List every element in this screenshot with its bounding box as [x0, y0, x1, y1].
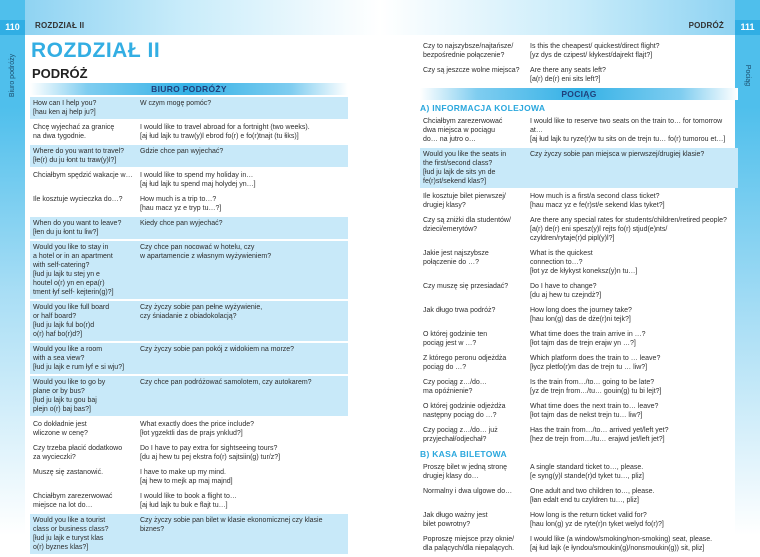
phrase-line: [aj łud lajk (e łyndou/smoukin(g)/nonsmoukin(g)) sit, pliz]: [530, 545, 705, 552]
phrase-line: [hau ken aj help ju?]: [33, 109, 96, 116]
phrase-line: Which platform does the train to … leave?: [530, 355, 661, 362]
phrase-line: Czy chce pan podróżować samolotem, czy autokarem?: [140, 379, 312, 386]
phrase-line: Czy to najszybsze/najtańsze/: [423, 43, 514, 50]
phrase-line: [łud ju lajk tu gou baj: [33, 397, 97, 404]
phrase-line: drugiej klasy do…: [423, 473, 479, 480]
phrase-line: [yz de trejn from…/tu… gouin(g) tu bi lejt?]: [530, 388, 662, 395]
phrase-line: drugiej klasy?: [423, 202, 466, 209]
phrase-row: [30, 145, 348, 167]
phrase-line: O której godzinie ten: [423, 331, 488, 338]
phrase-line: Czy pociąg z…/do…: [423, 379, 487, 386]
phrase-line: with a sea view?: [33, 355, 85, 362]
phrase-line: Chciałbym spędzić wakacje w…: [33, 172, 133, 179]
phrase-line: [aj łud lajk tu spend maj holydej yn…]: [140, 181, 256, 188]
phrase-translation: [140, 420, 346, 438]
phrase-line: tment łyf self- kejterin(g)?]: [33, 289, 114, 296]
phrase-line: [łud ju lajk e turyst klas: [33, 535, 104, 542]
phrase-line: [łot ygzektli das de prajs ynklud?]: [140, 430, 243, 437]
phrase-line: What time does the train arrive in …?: [530, 331, 646, 338]
phrase-line: Ile kosztuje wycieczka do…?: [33, 196, 123, 203]
phrase-line: czyldren/rytaje(r)d pipl(y)l?]: [530, 235, 615, 242]
phrase-translation: [530, 511, 736, 529]
phrase-source: [33, 195, 140, 213]
phrase-line: class or business class?: [33, 526, 109, 533]
phrase-line: Are there any seats left?: [530, 67, 606, 74]
side-tab-label: Biuro podróży: [9, 53, 17, 97]
phrase-row: [30, 343, 348, 374]
phrase-row: [420, 214, 738, 245]
phrase-translation: [140, 345, 346, 372]
phrase-line: How can I help you?: [33, 100, 97, 107]
phrase-line: Do I have to pay extra for sightseeing tours?: [140, 445, 278, 452]
phrase-line: pociąg jest w …?: [423, 340, 477, 347]
phrase-line: [aj hew to mejk ap maj majnd]: [140, 478, 233, 485]
phrase-line: do… na jutro o…: [423, 136, 476, 143]
phrase-line: I would like to travel abroad for a fortnight (two weeks).: [140, 124, 310, 131]
phrase-source: [33, 147, 140, 165]
phrase-line: [łud ju lajk de sits yn de: [423, 169, 496, 176]
phrase-translation: [530, 402, 736, 420]
phrase-line: Would you like to go by: [33, 379, 106, 386]
phrase-row: [30, 466, 348, 488]
phrase-translation: [530, 487, 736, 505]
phrase-line: Chciałbym zarezerwować: [33, 493, 113, 500]
phrase-line: Is the train from…/to… going to be late?: [530, 379, 655, 386]
phrase-line: Jakie jest najszybsze: [423, 250, 489, 257]
phrase-source: [423, 249, 530, 276]
phrase-translation: [140, 219, 346, 237]
phrase-line: Czy muszę się przesiadać?: [423, 283, 509, 290]
phrase-row: [30, 193, 348, 215]
phrase-row: [30, 418, 348, 440]
subsection-heading-a: A) INFORMACJA KOLEJOWA: [420, 103, 546, 113]
phrase-translation: [530, 378, 736, 396]
phrase-line: Czy trzeba płacić dodatkowo: [33, 445, 123, 452]
phrase-row: [420, 280, 738, 302]
section-header: BIURO PODRÓŻY: [30, 83, 348, 95]
phrase-line: What is the quickest: [530, 250, 593, 257]
phrase-row: [420, 115, 738, 146]
phrase-line: [hau macz yz e fe(r)st/e sekend klas tyket?]: [530, 202, 665, 209]
phrase-line: Czy są jeszcze wolne miejsca?: [423, 67, 520, 74]
phrase-line: Czy życzy sobie pan pokój z widokiem na morze?: [140, 346, 295, 353]
phrase-translation: [140, 468, 346, 486]
phrase-row: [420, 376, 738, 398]
phrase-line: I would like to book a flight to…: [140, 493, 237, 500]
phrase-translation: [530, 426, 736, 444]
phrase-row: [420, 304, 738, 326]
phrase-translation: [530, 117, 736, 144]
phrase-source: [33, 492, 140, 510]
phrase-source: [423, 402, 530, 420]
phrase-rows-top: [420, 40, 738, 86]
phrase-line: Normalny i dwa ulgowe do…: [423, 488, 513, 495]
left-page: [0, 0, 380, 551]
phrase-source: [423, 354, 530, 372]
phrase-line: the first/second class?: [423, 160, 493, 167]
phrase-source: [423, 511, 530, 529]
phrase-rows-b: [420, 461, 738, 555]
phrase-source: [423, 216, 530, 243]
phrase-line: [a(r) de(r) eni sits left?]: [530, 76, 601, 83]
phrase-row: [420, 40, 738, 62]
phrase-line: przyjechał/odjechał?: [423, 436, 487, 443]
phrase-line: Czy chce pan nocować w hotelu, czy: [140, 244, 255, 251]
phrase-line: Proszę bilet w jedną stronę: [423, 464, 508, 471]
page-number: 110: [0, 20, 25, 35]
phrase-source: [423, 330, 530, 348]
phrase-line: with self-catering?: [33, 262, 90, 269]
phrase-line: plane or by bus?: [33, 388, 85, 395]
phrase-line: O której godzinie odjeżdża: [423, 403, 506, 410]
phrase-line: When do you want to leave?: [33, 220, 122, 227]
phrase-line: [łud ju lajk ful bo(r)d: [33, 322, 95, 329]
phrase-line: I have to make up my mind.: [140, 469, 226, 476]
phrase-translation: [140, 99, 346, 117]
phrase-line: fe(r)st/sekend klas?]: [423, 178, 487, 185]
phrase-line: [a(r) de(r) eni spesz(y)l rejts fo(r) stjud(e)nts/: [530, 226, 668, 233]
phrase-row: [420, 533, 738, 555]
page-number: 111: [735, 20, 760, 35]
phrase-line: Would you like to stay in: [33, 244, 109, 251]
phrase-row: [420, 64, 738, 86]
chapter-subtitle: PODRÓŻ: [32, 66, 88, 81]
phrase-line: Z którego peronu odjeżdża: [423, 355, 507, 362]
phrase-translation: [140, 195, 346, 213]
phrase-source: [423, 66, 530, 84]
phrase-line: [łycz pletfo(r)m das de trejn tu … liw?]: [530, 364, 648, 371]
phrase-translation: [530, 282, 736, 300]
phrase-source: [33, 444, 140, 462]
phrase-source: [33, 378, 140, 414]
phrase-line: Chcę wyjechać za granicę: [33, 124, 115, 131]
phrase-line: One adult and two children to…, please.: [530, 488, 655, 495]
phrase-row: [30, 514, 348, 554]
phrase-line: [aj łud lajk tu traw(y)l ebrod fo(r) e fo(r)tnajt (tu łiks)]: [140, 133, 299, 140]
phrase-source: [423, 282, 530, 300]
phrase-line: ma opóźnienie?: [423, 388, 473, 395]
phrase-line: dla palących/dla niepalących.: [423, 545, 515, 552]
phrase-source: [423, 426, 530, 444]
phrase-line: Chciałbym zarezerwować: [423, 118, 503, 125]
phrase-source: [33, 420, 140, 438]
phrase-translation: [140, 516, 346, 552]
phrase-line: Would you like full board: [33, 304, 110, 311]
phrase-source: [423, 535, 530, 553]
phrase-line: Where do you want to travel?: [33, 148, 125, 155]
phrase-source: [33, 123, 140, 141]
phrase-row: [30, 301, 348, 341]
phrase-line: How much is a first/a second class ticket?: [530, 193, 660, 200]
phrase-line: plejn o(r) baj bas?]: [33, 406, 91, 413]
phrase-line: pociąg do …?: [423, 364, 467, 371]
phrase-line: a hotel or in an apartment: [33, 253, 113, 260]
phrase-line: [łud ju lajk tu stej yn e: [33, 271, 100, 278]
right-page: [380, 0, 760, 552]
phrase-line: I would like (a window/smoking/non-smoking) seat, please.: [530, 536, 713, 543]
phrase-translation: [530, 249, 736, 276]
phrase-row: [30, 376, 348, 416]
phrase-line: [aj łud lajk tu buk e flajt tu…]: [140, 502, 228, 509]
phrase-line: w apartamencie z własnym wyżywieniem?: [140, 253, 272, 260]
phrase-source: [423, 117, 530, 144]
phrase-line: W czym mogę pomóc?: [140, 100, 212, 107]
phrase-row: [420, 148, 738, 188]
phrase-translation: [530, 216, 736, 243]
phrase-line: Would you like a tourist: [33, 517, 106, 524]
phrase-line: [hau lon(g) das de dże(r)ni tejk?]: [530, 316, 631, 323]
phrase-line: [e syng(y)l stande(r)d tyket tu…, pliz]: [530, 473, 644, 480]
phrase-translation: [530, 66, 736, 84]
subsection-heading-b: B) KASA BILETOWA: [420, 449, 507, 459]
phrase-translation: [140, 378, 346, 414]
phrase-row: [420, 247, 738, 278]
phrase-line: Czy życzy sobie pan bilet w klasie ekonomicznej czy klasie biznes?: [140, 517, 323, 533]
phrase-line: Czy życzy sobie pan miejsca w pierwszej/drugiej klasie?: [530, 151, 705, 158]
phrase-line: [łe(r) du ju łont tu traw(y)l?]: [33, 157, 117, 164]
phrase-line: How long is the return ticket valid for?: [530, 512, 647, 519]
phrase-source: [33, 243, 140, 297]
phrase-line: or half board?: [33, 313, 77, 320]
phrase-row: [30, 490, 348, 512]
phrase-translation: [140, 123, 346, 141]
phrase-line: wliczone w cenę?: [33, 430, 88, 437]
phrase-source: [33, 171, 140, 189]
phrase-line: Muszę się zastanowić.: [33, 469, 104, 476]
phrase-source: [33, 219, 140, 237]
phrase-translation: [530, 354, 736, 372]
phrase-line: [łud ju lajk e rum łyf e si wju?]: [33, 364, 125, 371]
phrase-line: Would you like a room: [33, 346, 103, 353]
phrase-row: [420, 461, 738, 483]
phrase-line: [łot tajm das de trejn erajw yn …?]: [530, 340, 636, 347]
phrase-line: Jak długo ważny jest: [423, 512, 488, 519]
phrase-line: Poproszę miejsce przy oknie/: [423, 536, 515, 543]
phrase-line: How much is a trip to…?: [140, 196, 217, 203]
phrase-source: [423, 42, 530, 60]
phrase-translation: [530, 192, 736, 210]
phrase-line: A single standard ticket to…, please.: [530, 464, 644, 471]
phrase-translation: [530, 463, 736, 481]
phrase-line: Czy pociąg z…/do… już: [423, 427, 498, 434]
phrase-table-left: [30, 83, 348, 556]
phrase-line: What time does the next train to… leave?: [530, 403, 659, 410]
phrase-line: połączenie do …?: [423, 259, 480, 266]
phrase-line: czy śniadanie z obiadokolacją?: [140, 313, 237, 320]
phrase-line: [hau macz yz e tryp tu…?]: [140, 205, 222, 212]
phrase-line: bilet powrotny?: [423, 521, 471, 528]
phrase-line: [łot tajm das de nekst trejn tu… liw?]: [530, 412, 643, 419]
phrase-row: [420, 400, 738, 422]
phrase-translation: [530, 42, 736, 60]
phrase-rows: [30, 97, 348, 554]
phrase-source: [423, 306, 530, 324]
phrase-translation: [530, 535, 736, 553]
top-band: [380, 0, 735, 35]
phrase-translation: [530, 306, 736, 324]
phrase-line: [łan edalt end tu czyldren tu…, pliz]: [530, 497, 639, 504]
phrase-row: [30, 121, 348, 143]
phrase-line: [aj łud lajk tu ryze(r)w tu sits on de trejn tu… fo(r) tumorou et…]: [530, 136, 726, 143]
phrase-line: How long does the journey take?: [530, 307, 632, 314]
phrase-line: Are there any special rates for students/children/retired people?: [530, 217, 727, 224]
phrase-row: [420, 424, 738, 446]
phrase-translation: [140, 243, 346, 297]
phrase-row: [30, 217, 348, 239]
phrase-line: Do I have to change?: [530, 283, 597, 290]
phrase-line: Kiedy chce pan wyjechać?: [140, 220, 223, 227]
chapter-title: ROZDZIAŁ II: [31, 39, 161, 62]
phrase-line: houtel o(r) yn en epa(r): [33, 280, 105, 287]
phrase-line: Is this the cheapest/ quickest/direct flight?: [530, 43, 660, 50]
phrase-translation: [140, 444, 346, 462]
phrase-line: I would like to reserve two seats on the train to… for tomorrow at…: [530, 118, 723, 134]
phrase-line: na dwa tygodnie.: [33, 133, 86, 140]
phrase-source: [33, 345, 140, 372]
phrase-line: [hez de trejn from…/tu… erajwd jet/left jet?]: [530, 436, 665, 443]
phrase-translation: [140, 303, 346, 339]
phrase-line: Czy są zniżki dla studentów/: [423, 217, 511, 224]
phrase-line: dwa miejsca w pociągu: [423, 127, 495, 134]
phrase-source: [33, 468, 140, 486]
phrase-line: Gdzie chce pan wyjechać?: [140, 148, 224, 155]
phrase-line: Ile kosztuje bilet pierwszej/: [423, 193, 506, 200]
phrase-source: [423, 378, 530, 396]
side-tab-label: Pociąg: [744, 64, 751, 86]
running-head: PODRÓŻ: [688, 21, 724, 30]
phrase-line: [łen du ju łont tu liw?]: [33, 229, 99, 236]
phrase-translation: [530, 150, 736, 186]
side-tab: [735, 0, 760, 535]
phrase-table-right: [420, 40, 738, 557]
phrase-line: connection to…?: [530, 259, 583, 266]
phrase-rows-a: [420, 115, 738, 446]
phrase-row: [30, 169, 348, 191]
phrase-row: [420, 328, 738, 350]
phrase-line: Jak długo trwa podróż?: [423, 307, 496, 314]
phrase-line: o(r) byznes klas?]: [33, 544, 89, 551]
phrase-source: [423, 192, 530, 210]
phrase-source: [33, 99, 140, 117]
phrase-source: [33, 303, 140, 339]
phrase-line: dzieci/emerytów?: [423, 226, 478, 233]
phrase-line: [hau lon(g) yz de ryte(r)n tyket welyd fo(r)?]: [530, 521, 664, 528]
phrase-line: I would like to spend my holiday in…: [140, 172, 254, 179]
side-tab: [0, 0, 25, 535]
phrase-row: [420, 485, 738, 507]
phrase-translation: [140, 171, 346, 189]
phrase-line: What exactly does the price include?: [140, 421, 255, 428]
phrase-line: bezpośrednie połączenie?: [423, 52, 505, 59]
phrase-row: [420, 352, 738, 374]
phrase-line: następny pociąg do …?: [423, 412, 497, 419]
phrase-translation: [140, 147, 346, 165]
phrase-row: [30, 97, 348, 119]
phrase-translation: [140, 492, 346, 510]
phrase-source: [423, 150, 530, 186]
phrase-line: Has the train from…/to… arrived yet/left yet?: [530, 427, 669, 434]
phrase-line: [yz dys de czipest/ kłykest/dajrekt flajt?]: [530, 52, 653, 59]
phrase-line: Would you like the seats in: [423, 151, 507, 158]
section-header: POCIĄG: [420, 88, 738, 100]
phrase-row: [30, 241, 348, 299]
running-head: ROZDZIAŁ II: [35, 21, 85, 30]
phrase-row: [420, 190, 738, 212]
phrase-source: [33, 516, 140, 552]
phrase-line: za wycieczki?: [33, 454, 76, 461]
phrase-line: miejsce na lot do…: [33, 502, 93, 509]
phrase-line: Co dokładnie jest: [33, 421, 87, 428]
phrase-row: [420, 509, 738, 531]
phrase-line: o(r) haf bo(r)d?]: [33, 331, 83, 338]
phrase-row: [30, 442, 348, 464]
phrase-line: [du aj hew tu pej ekstra fo(r) sajtsiin(g) tur/z?]: [140, 454, 281, 461]
phrase-translation: [530, 330, 736, 348]
phrase-line: [łot yz de kłykyst koneksz(y)n tu…]: [530, 268, 638, 275]
phrase-line: Czy życzy sobie pan pełne wyżywienie,: [140, 304, 263, 311]
phrase-source: [423, 487, 530, 505]
phrase-line: [du aj hew tu czejndż?]: [530, 292, 602, 299]
phrase-source: [423, 463, 530, 481]
